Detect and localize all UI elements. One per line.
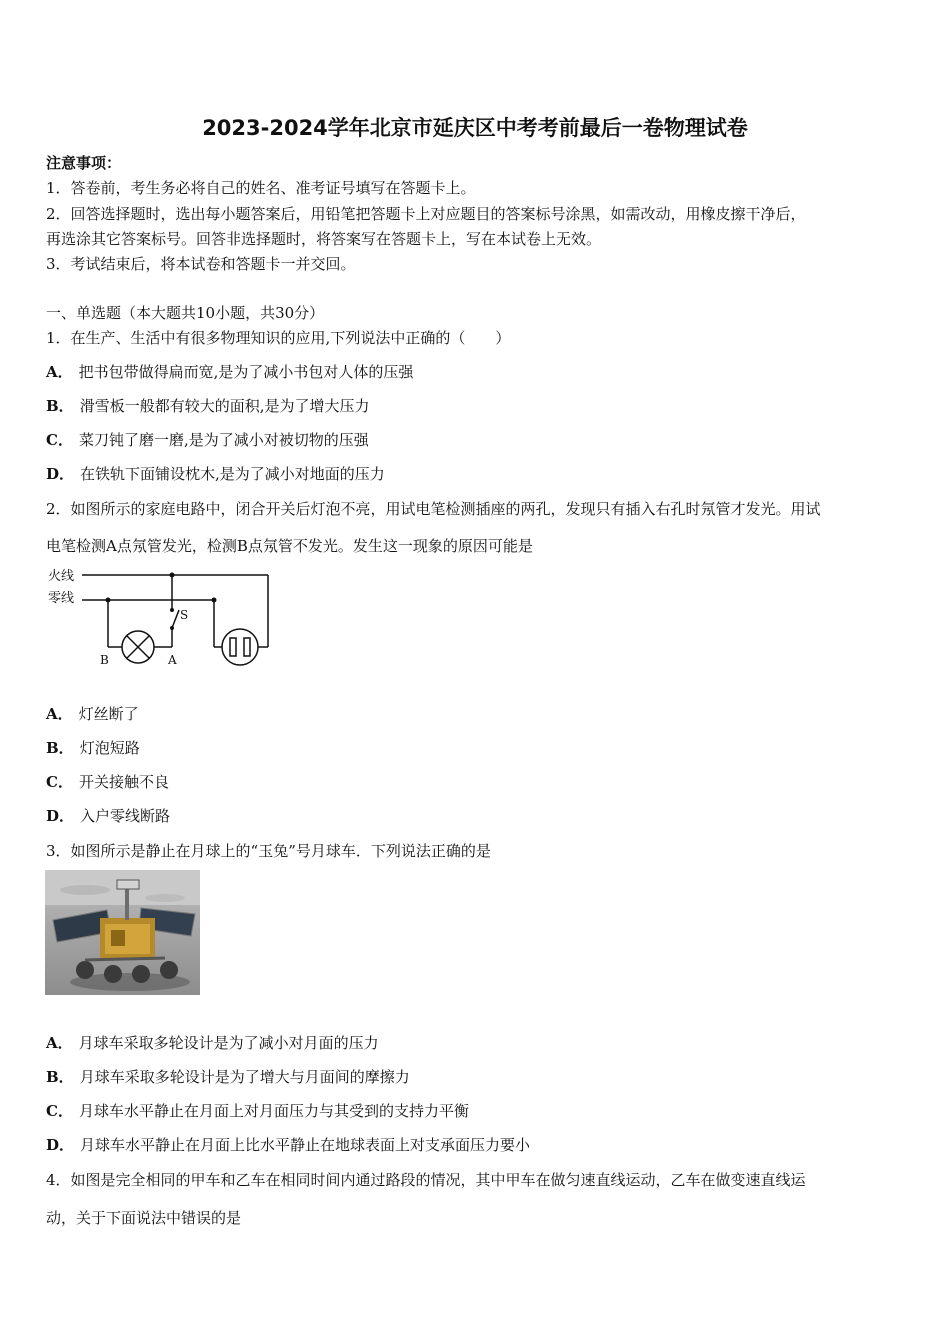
option-c <box>46 1100 469 1121</box>
point-a-label: A <box>168 653 177 667</box>
question-stem: 4．如图是完全相同的甲车和乙车在相同时间内通过路段的情况，其中甲车在做匀速直线运动，乙车在做变速直线运 <box>46 1171 806 1189</box>
question-stem: 2．如图所示的家庭电路中，闭合开关后灯泡不亮，用试电笔检测插座的两孔，发现只有插入右孔时氖管才发光。用试 <box>46 500 821 518</box>
point-b-label: B <box>100 653 109 667</box>
option-text: 把书包带做得扁而宽,是为了减小书包对人体的压强 <box>78 363 414 381</box>
notice-heading: 注意事项： <box>46 154 122 172</box>
option-d <box>46 805 170 826</box>
switch-icon <box>172 610 179 628</box>
section-heading: 一、单选题（本大题共10小题，共30分） <box>46 304 325 322</box>
option-d <box>46 1134 530 1155</box>
option-text: 菜刀钝了磨一磨,是为了减小对被切物的压强 <box>78 431 369 449</box>
option-b <box>46 737 140 758</box>
live-wire-label: 火线 <box>48 569 75 584</box>
notice-item: 3．考试结束后，将本试卷和答题卡一并交回。 <box>46 255 356 273</box>
option-letter: A． <box>46 363 73 381</box>
option-a <box>46 361 413 382</box>
option-text: 月球车水平静止在月面上对月面压力与其受到的支持力平衡 <box>78 1102 469 1120</box>
option-letter: C． <box>46 431 73 449</box>
option-a <box>46 1032 379 1053</box>
option-letter: D． <box>46 465 75 483</box>
notice-item: 2．回答选择题时，选出每小题答案后，用铅笔把答题卡上对应题目的答案标号涂黑，如需改动，用橡皮擦干净后， <box>46 205 806 223</box>
option-letter: C． <box>46 1102 73 1120</box>
notice-item: 再选涂其它答案标号。回答非选择题时，将答案写在答题卡上，写在本试卷上无效。 <box>46 230 602 248</box>
circuit-diagram <box>42 565 282 675</box>
option-letter: C． <box>46 773 73 791</box>
option-text: 在铁轨下面铺设枕木,是为了减小对地面的压力 <box>80 465 385 483</box>
switch-label: S <box>180 608 189 622</box>
option-letter: B． <box>46 397 74 415</box>
option-text: 月球车采取多轮设计是为了增大与月面间的摩擦力 <box>79 1068 410 1086</box>
question-stem: 电笔检测A点氖管发光，检测B点氖管不发光。发生这一现象的原因可能是 <box>46 537 533 555</box>
option-letter: A． <box>46 705 73 723</box>
question-stem: 1．在生产、生活中有很多物理知识的应用,下列说法中正确的（ ） <box>46 329 511 347</box>
option-a <box>46 703 139 724</box>
option-letter: D． <box>46 807 75 825</box>
option-b <box>46 1066 410 1087</box>
option-text: 月球车采取多轮设计是为了减小对月面的压力 <box>78 1034 379 1052</box>
option-c <box>46 429 369 450</box>
option-d <box>46 463 385 484</box>
option-text: 滑雪板一般都有较大的面积,是为了增大压力 <box>79 397 370 415</box>
notice-item: 1．答卷前，考生务必将自己的姓名、准考证号填写在答题卡上。 <box>46 179 476 197</box>
option-text: 灯丝断了 <box>78 705 139 723</box>
option-letter: B． <box>46 1068 74 1086</box>
option-text: 开关接触不良 <box>78 773 169 791</box>
option-letter: D． <box>46 1136 75 1154</box>
option-letter: A． <box>46 1034 73 1052</box>
option-letter: B． <box>46 739 74 757</box>
option-text: 入户零线断路 <box>80 807 171 825</box>
option-text: 月球车水平静止在月面上比水平静止在地球表面上对支承面压力要小 <box>80 1136 531 1154</box>
neutral-wire-label: 零线 <box>48 591 75 606</box>
lunar-rover-photo <box>45 870 200 995</box>
socket-icon <box>222 629 258 665</box>
option-text: 灯泡短路 <box>79 739 140 757</box>
option-c <box>46 771 169 792</box>
page-title: 2023-2024学年北京市延庆区中考考前最后一卷物理试卷 <box>202 116 748 140</box>
question-stem: 3．如图所示是静止在月球上的“玉兔”号月球车．下列说法正确的是 <box>46 842 491 860</box>
question-stem: 动，关于下面说法中错误的是 <box>46 1209 242 1227</box>
option-b <box>46 395 369 416</box>
